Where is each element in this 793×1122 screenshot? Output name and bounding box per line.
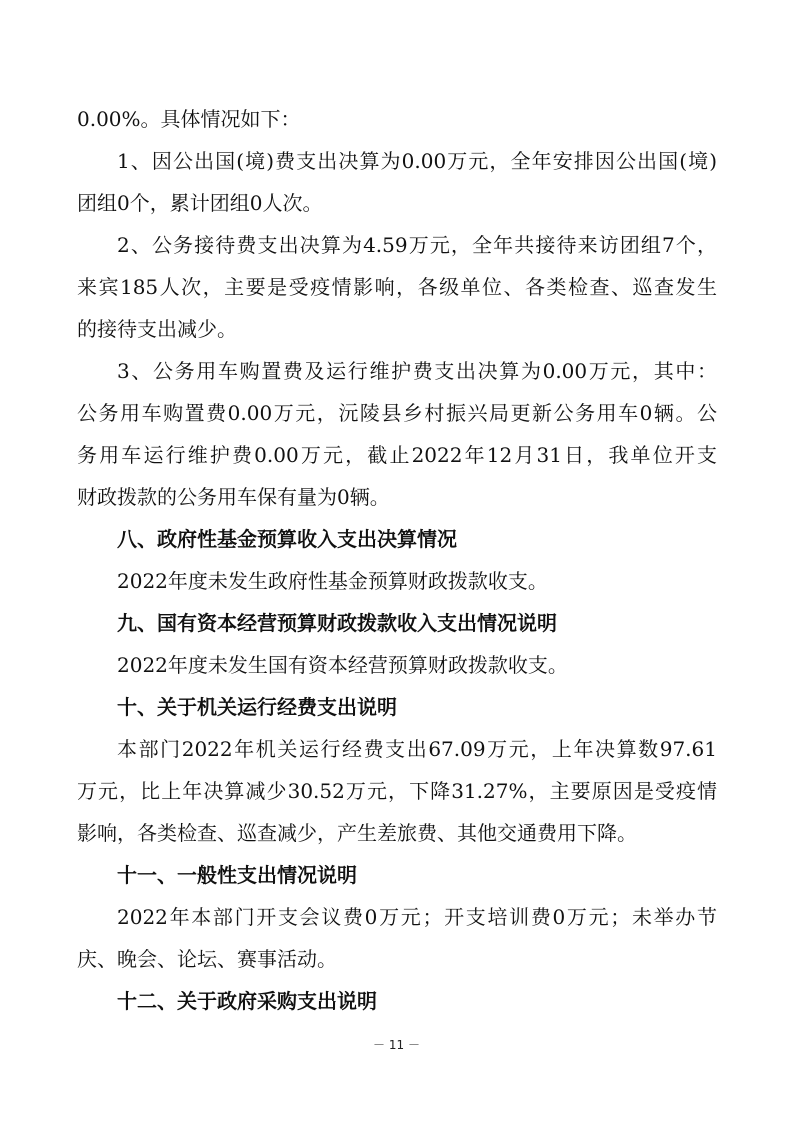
paragraph-line: 财政拨款的公务用车保有量为0辆。 [77,485,390,509]
paragraph-line: 万元，比上年决算减少30.52万元，下降31.27%，主要原因是受疫情 [77,779,717,803]
paragraph-line: 3、公务用车购置费及运行维护费支出决算为0.00万元，其中： [117,359,717,383]
paragraph-line: 团组0个，累计团组0人次。 [77,191,323,215]
page-number: － 11 － [373,1038,420,1052]
paragraph-line: 2022年度未发生国有资本经营预算财政拨款收支。 [117,653,568,677]
paragraph-line: 2、公务接待费支出决算为4.59万元，全年共接待来访团组7个， [117,233,717,257]
section-heading: 十一、一般性支出情况说明 [117,863,357,887]
paragraph-line: 庆、晚会、论坛、赛事活动。 [77,947,337,971]
paragraph-line: 公务用车购置费0.00万元，沅陵县乡村振兴局更新公务用车0辆。公 [77,401,717,425]
paragraph-line: 影响，各类检查、巡查减少，产生差旅费、其他交通费用下降。 [77,821,637,845]
paragraph-line: 0.00%。具体情况如下： [77,107,301,131]
section-heading: 十、关于机关运行经费支出说明 [117,695,397,719]
paragraph-line: 来宾185人次，主要是受疫情影响，各级单位、各类检查、巡查发生 [77,275,717,299]
paragraph-line: 的接待支出减少。 [77,317,237,341]
paragraph-line: 2022年度未发生政府性基金预算财政拨款收支。 [117,569,548,593]
paragraph-line: 2022年本部门开支会议费0万元；开支培训费0万元；未举办节 [117,905,717,929]
section-heading: 九、国有资本经营预算财政拨款收入支出情况说明 [117,611,557,635]
paragraph-line: 务用车运行维护费0.00万元，截止2022年12月31日，我单位开支 [77,443,717,467]
paragraph-line: 本部门2022年机关运行经费支出67.09万元，上年决算数97.61 [117,737,717,761]
section-heading: 十二、关于政府采购支出说明 [117,989,377,1013]
paragraph-line: 1、因公出国(境)费支出决算为0.00万元，全年安排因公出国(境) [117,149,717,173]
section-heading: 八、政府性基金预算收入支出决算情况 [117,527,457,551]
